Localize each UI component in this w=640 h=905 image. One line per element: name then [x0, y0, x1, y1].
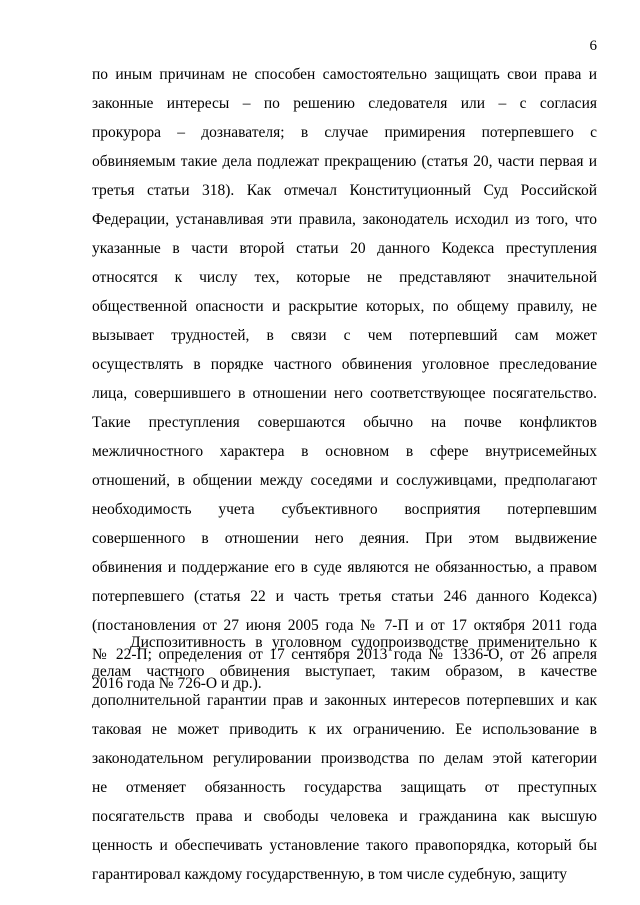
text-line: осуществлять в порядке частного обвинения уголовное преследование [92, 356, 597, 373]
text-line: совершенного в отношении него деяния. При этом выдвижение [92, 530, 597, 547]
text-line: таковая не может приводить к их ограничению. Ее использование в [92, 721, 597, 738]
text-line: лица, совершившего в отношении него соответствующее посягательство. [92, 385, 597, 402]
text-line: № 22-П; определения от 17 сентября 2013 года № 1336-О, от 26 апреля [92, 646, 597, 663]
text-line: делам частного обвинения выступает, таким образом, в качестве [92, 663, 597, 680]
text-line: законодательном регулировании производства по делам этой категории [92, 750, 597, 767]
text-line: по иным причинам не способен самостоятельно защищать свои права и [92, 66, 597, 83]
text-line: гарантировал каждому государственную, в том числе судебную, защиту [92, 866, 568, 883]
text-line: третья статьи 318). Как отмечал Конституционный Суд Российской [92, 182, 597, 199]
text-line: межличностного характера в основном в сфере внутрисемейных [92, 443, 597, 460]
text-line: вызывает трудностей, в связи с чем потерпевший сам может [92, 327, 597, 344]
text-line: Федерации, устанавливая эти правила, законодатель исходил из того, что [92, 211, 597, 228]
text-line: отношений, в общении между соседями и сослуживцами, предполагают [92, 472, 597, 489]
text-line: Диспозитивность в уголовном судопроизводстве применительно к [130, 634, 597, 651]
text-line: 2016 года № 726-О и др.). [92, 675, 262, 692]
text-line: общественной опасности и раскрытие которых, по общему правилу, не [92, 298, 597, 315]
text-line: (постановления от 27 июня 2005 года № 7-П и от 17 октября 2011 года [92, 617, 597, 634]
text-line: потерпевшего (статья 22 и часть третья статьи 246 данного Кодекса) [92, 588, 597, 605]
page-number: 6 [589, 38, 597, 54]
paragraph-2 [92, 628, 597, 889]
text-line: законные интересы – по решению следователя или – с согласия [92, 95, 597, 112]
text-line: не отменяет обязанность государства защищать от преступных [92, 779, 597, 796]
text-line: прокурора – дознавателя; в случае примирения потерпевшего с [92, 124, 597, 141]
text-line: обвиняемым такие дела подлежат прекращению (статья 20, части первая и [92, 153, 597, 170]
text-line: обвинения и поддержание его в суде являются не обязанностью, а правом [92, 559, 597, 576]
text-line: посягательств права и свободы человека и гражданина как высшую [92, 808, 597, 825]
paragraph-1 [92, 60, 597, 698]
text-line: дополнительной гарантии прав и законных интересов потерпевших и как [92, 692, 597, 709]
text-line: указанные в части второй статьи 20 данного Кодекса преступления [92, 240, 597, 257]
text-line: необходимость учета субъективного восприятия потерпевшим [92, 501, 597, 518]
text-line: Такие преступления совершаются обычно на почве конфликтов [92, 414, 597, 431]
text-line: ценность и обеспечивать установление такого правопорядка, который бы [92, 837, 597, 854]
text-line: относятся к числу тех, которые не представляют значительной [92, 269, 597, 286]
